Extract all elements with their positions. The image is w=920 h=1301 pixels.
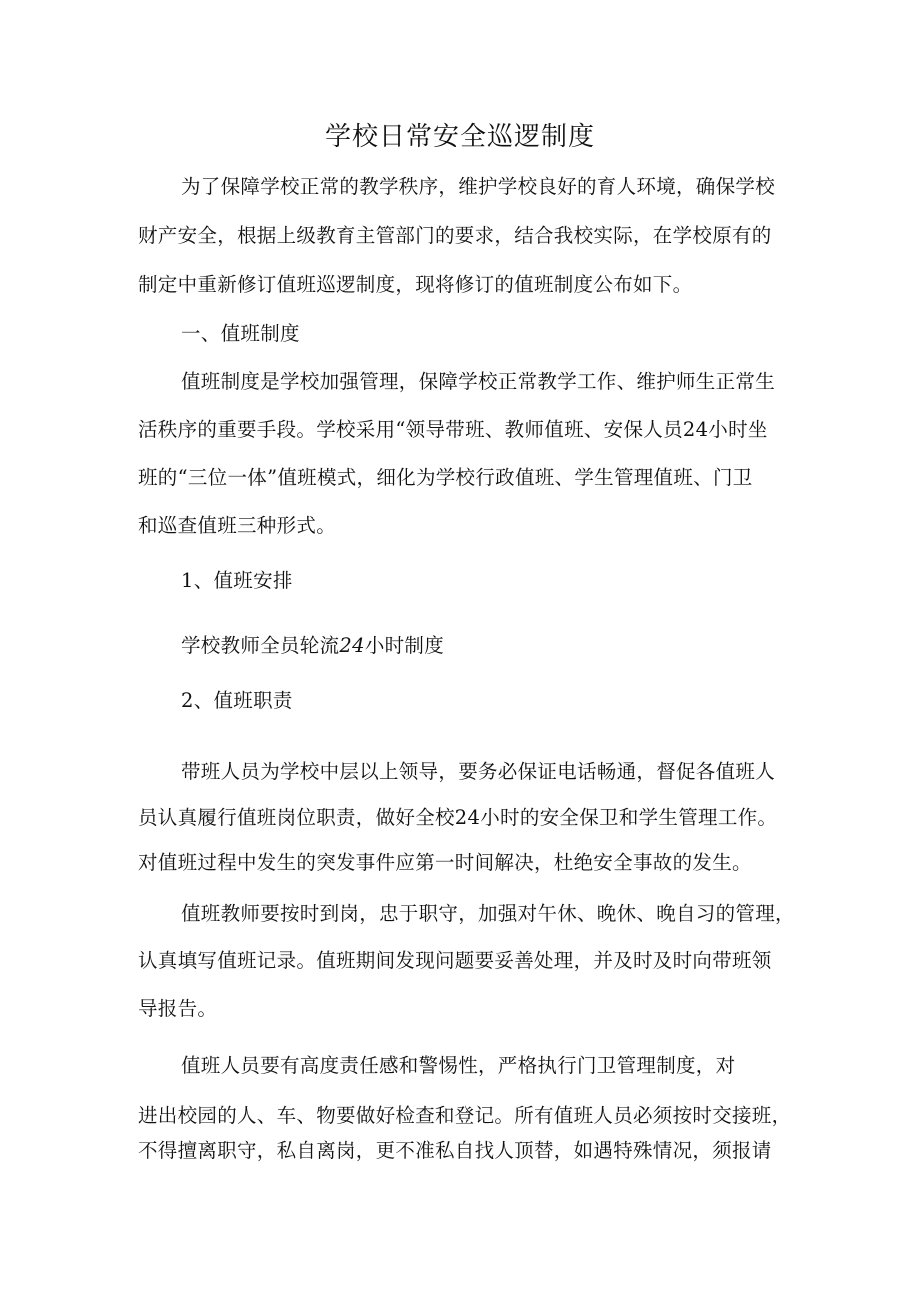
subheading-duty-responsibilities: 2、值班职责	[181, 689, 293, 712]
duty-para1-line-2: 员认真履行值班岗位职责，做好全校24小时的安全保卫和学生管理工作。	[138, 806, 778, 829]
duty-arrangement-text-after: 小时制度	[364, 634, 445, 657]
duty-para2-line-2: 认真填写值班记录。值班期间发现问题要妥善处理，并及时及时向带班领	[138, 949, 772, 972]
duty-para1-line-1: 带班人员为学校中层以上领导，要务必保证电话畅通，督促各值班人	[181, 760, 776, 783]
duty-arrangement-text	[181, 631, 444, 661]
intro-line-3: 制定中重新修订值班巡逻制度，现将修订的值班制度公布如下。	[138, 273, 693, 296]
page-title: 学校日常安全巡逻制度	[324, 122, 595, 152]
duty-arrangement-text-before: 学校教师全员轮流	[181, 634, 340, 657]
section-heading-duty-system: 一、值班制度	[181, 322, 300, 345]
duty-para1-line-3: 对值班过程中发生的突发事件应第一时间解决，杜绝安全事故的发生。	[138, 851, 752, 874]
section1-line-3: 班的“三位一体”值班模式，细化为学校行政值班、学生管理值班、门卫	[138, 466, 753, 489]
duty-para3-line-3: 不得擅离职守，私自离岗，更不准私自找人顶替，如遇特殊情况，须报请	[138, 1139, 772, 1162]
duty-para2-line-1: 值班教师要按时到岗，忠于职守，加强对午休、晚休、晚自习的管理，	[181, 902, 795, 925]
section1-line-1: 值班制度是学校加强管理，保障学校正常教学工作、维护师生正常生	[181, 370, 776, 393]
subheading-duty-arrangement: 1、值班安排	[181, 569, 293, 592]
section1-line-4: 和巡查值班三种形式。	[138, 514, 337, 537]
intro-line-2: 财产安全，根据上级教育主管部门的要求，结合我校实际，在学校原有的	[138, 224, 772, 247]
duty-para3-line-2: 进出校园的人、车、物要做好检查和登记。所有值班人员必须按时交接班，	[138, 1104, 792, 1127]
duty-para3-line-1: 值班人员要有高度责任感和警惕性，严格执行门卫管理制度，对	[181, 1054, 736, 1077]
section1-line-2: 活秩序的重要手段。学校采用“领导带班、教师值班、安保人员24小时坐	[138, 418, 768, 441]
duty-arrangement-hours: 24	[339, 634, 365, 657]
duty-para2-line-3: 导报告。	[138, 997, 218, 1020]
intro-line-1: 为了保障学校正常的教学秩序，维护学校良好的育人环境，确保学校	[181, 175, 776, 198]
